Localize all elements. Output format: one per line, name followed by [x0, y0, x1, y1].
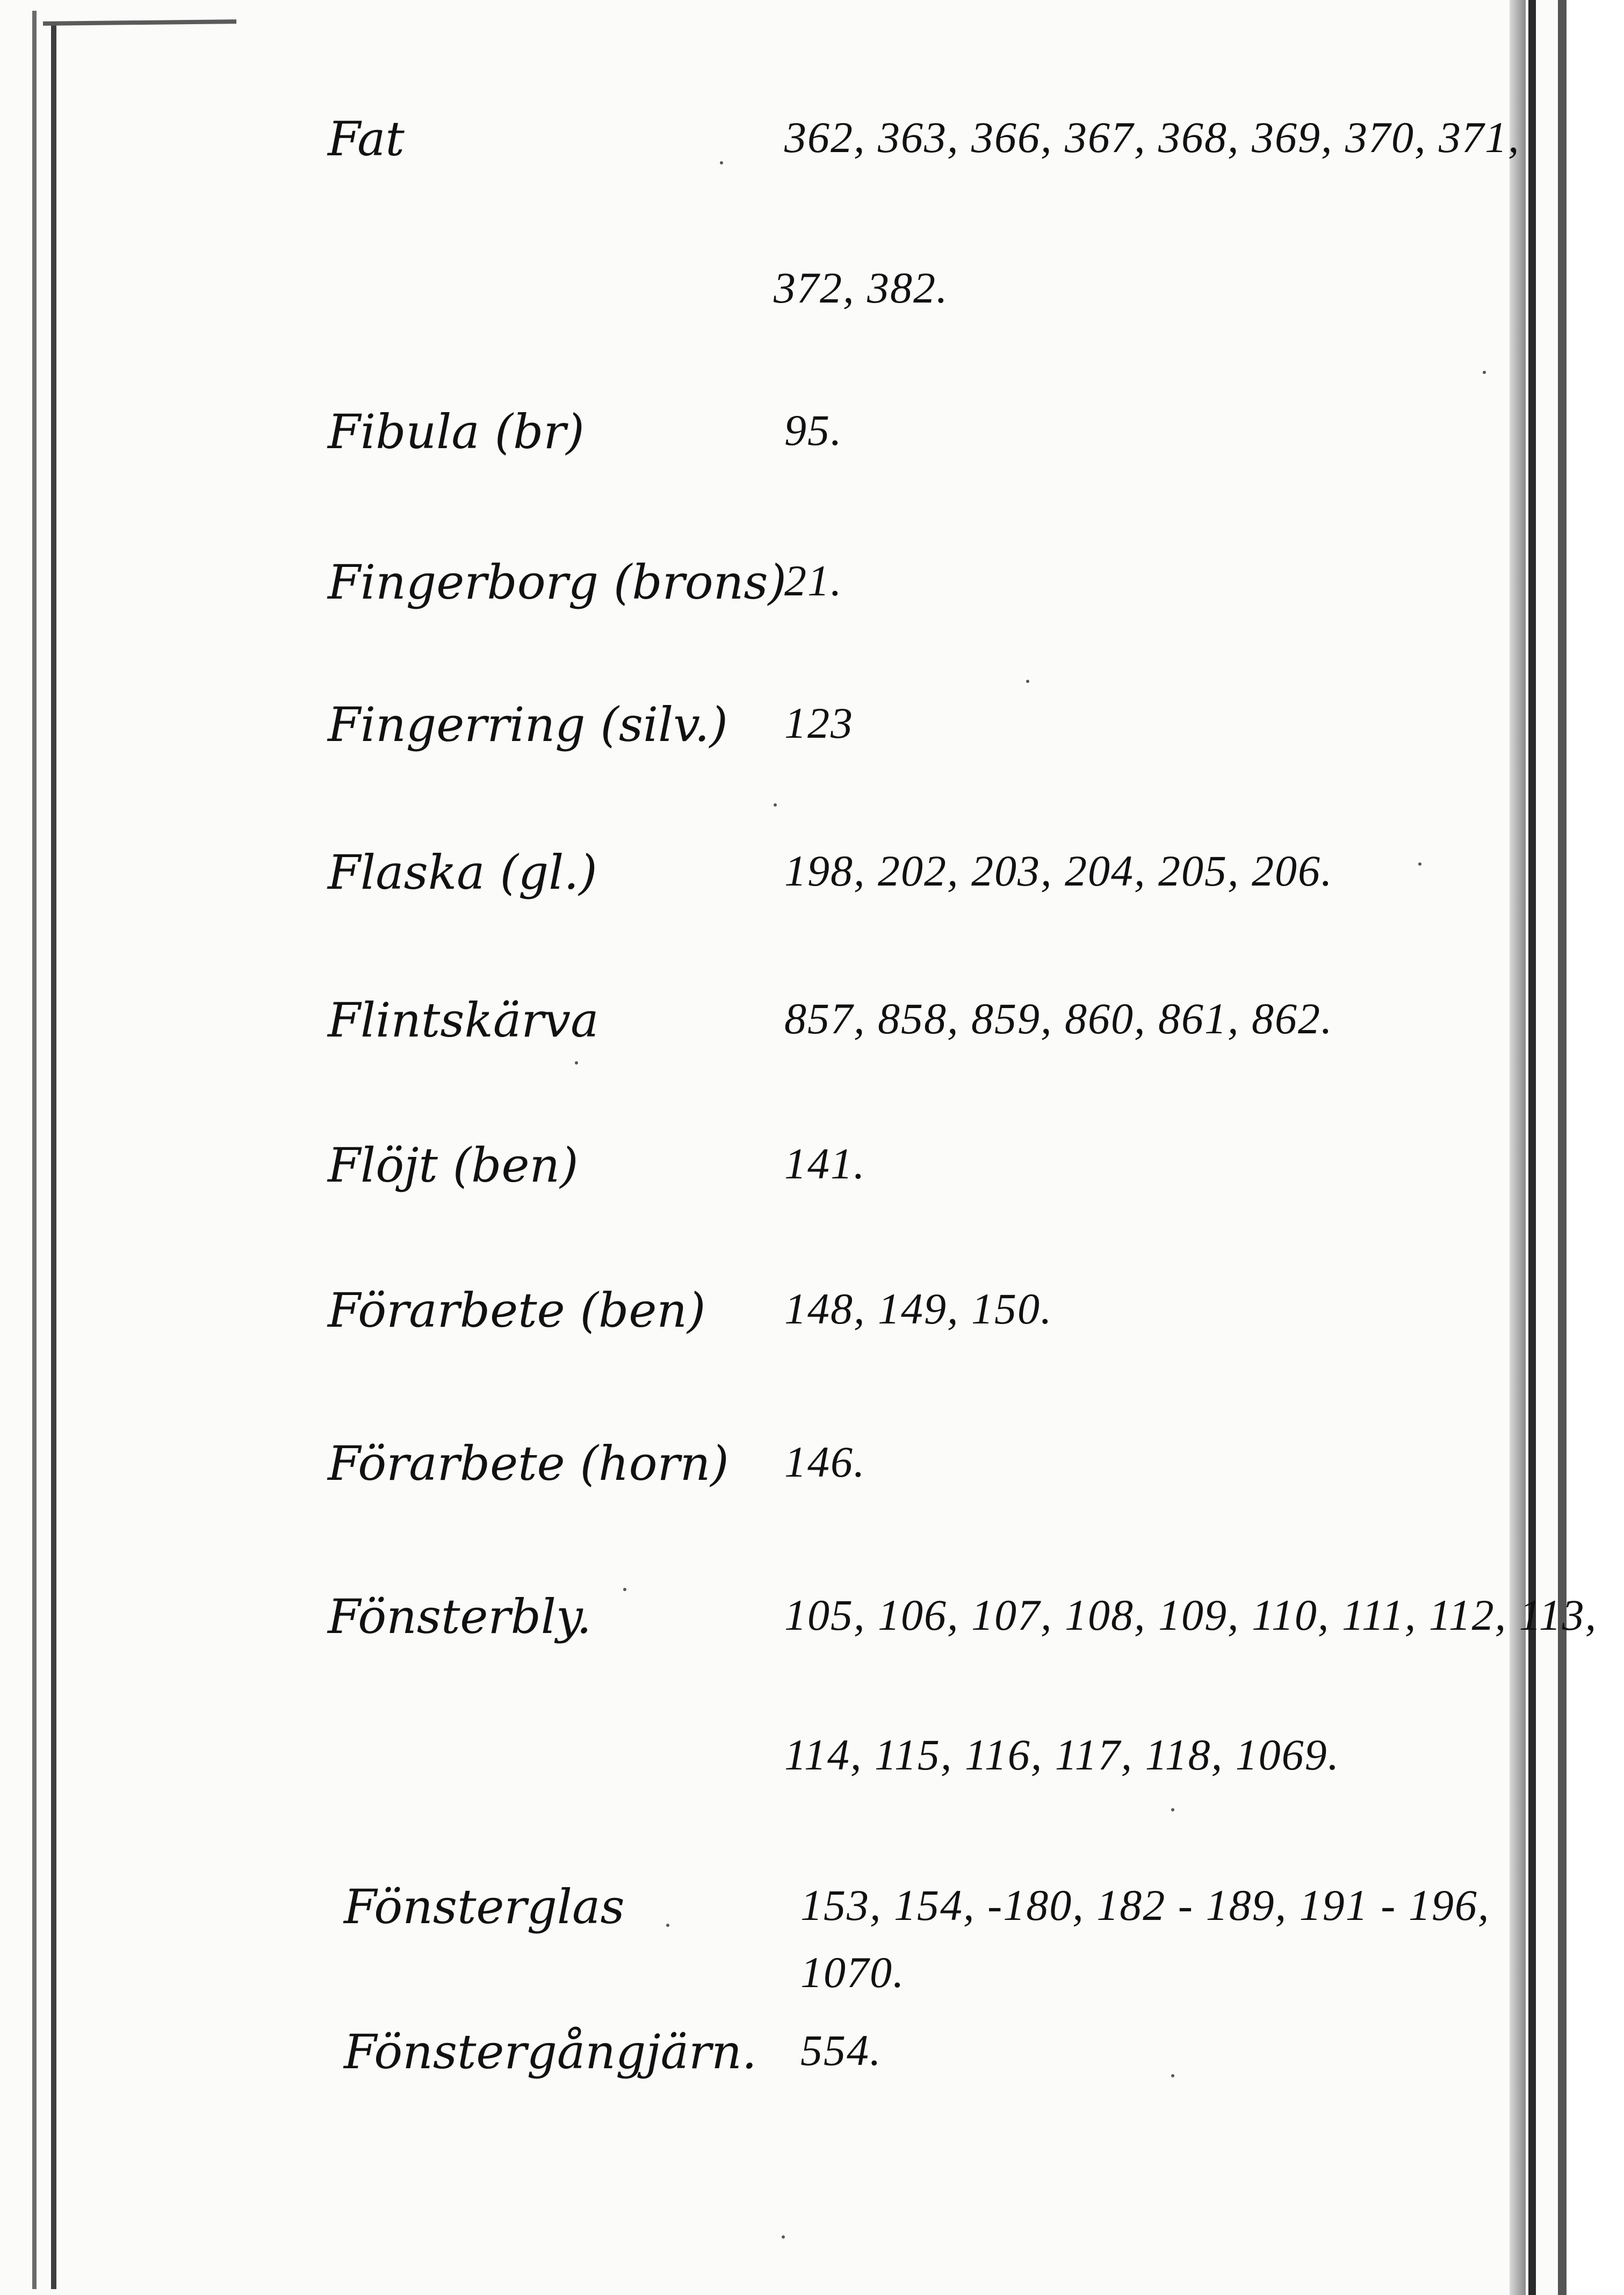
index-numbers-fonsterbly-line2: 114, 115, 116, 117, 118, 1069.: [784, 1730, 1340, 1779]
index-term-fingerring: Fingerring (silv.): [328, 697, 728, 752]
index-term-flaska: Flaska (gl.): [328, 845, 597, 900]
index-numbers-flintskarva: 857, 858, 859, 860, 861, 862.: [784, 994, 1333, 1043]
index-term-fingerborg: Fingerborg (brons): [328, 555, 786, 610]
index-numbers-fibula: 95.: [784, 406, 843, 455]
index-term-flojt: Flöjt (ben): [328, 1138, 579, 1193]
index-term-fonsterglas: Fönsterglas: [344, 1879, 625, 1934]
scan-speck: [720, 161, 723, 164]
index-numbers-forarbete-ben: 148, 149, 150.: [784, 1284, 1053, 1333]
page-top-edge: [43, 19, 236, 26]
index-term-fonstergangjarn: Fönstergångjärn.: [344, 2024, 757, 2080]
index-numbers-fingerring: 123: [784, 699, 854, 747]
index-term-forarbete-ben: Förarbete (ben): [328, 1283, 706, 1338]
index-numbers-fat-line1: 362, 363, 366, 367, 368, 369, 370, 371,: [784, 113, 1520, 162]
index-numbers-flaska: 198, 202, 203, 204, 205, 206.: [784, 846, 1333, 895]
index-term-fat: Fat: [328, 111, 405, 167]
scan-speck: [623, 1588, 626, 1591]
scan-speck: [575, 1061, 578, 1064]
index-numbers-flojt: 141.: [784, 1139, 866, 1188]
scan-speck: [1418, 862, 1421, 866]
index-numbers-fonsterglas-line1: 153, 154, -180, 182 - 189, 191 - 196,: [800, 1881, 1490, 1930]
index-numbers-fingerborg: 21.: [784, 556, 843, 605]
index-term-flintskarva: Flintskärva: [328, 992, 599, 1048]
scan-speck: [1171, 1808, 1174, 1811]
page-right-shadow: [1510, 0, 1526, 2295]
index-numbers-fonstergangjarn: 554.: [800, 2026, 882, 2075]
index-term-fonsterbly: Fönsterbly.: [328, 1589, 592, 1644]
scan-margin-right: [1567, 0, 1624, 2295]
scan-speck: [1171, 2074, 1174, 2077]
scan-speck: [666, 1924, 669, 1927]
scan-speck: [1483, 371, 1486, 374]
index-numbers-fonsterglas-line2: 1070.: [800, 1948, 905, 1997]
page-right-edge: [1528, 0, 1536, 2295]
index-numbers-forarbete-horn: 146.: [784, 1437, 866, 1486]
index-term-forarbete-horn: Förarbete (horn): [328, 1436, 729, 1491]
index-numbers-fat-line2: 372, 382.: [774, 263, 949, 312]
index-numbers-fonsterbly-line1: 105, 106, 107, 108, 109, 110, 111, 112, 113,: [784, 1591, 1598, 1639]
scan-speck: [774, 803, 777, 807]
scan-speck: [1026, 680, 1029, 683]
scan-speck: [782, 2235, 785, 2239]
page-binding-edge-left: [32, 11, 37, 2289]
page-binding-shadow-left: [51, 21, 56, 2289]
scan-border-right: [1558, 0, 1567, 2295]
index-term-fibula: Fibula (br): [328, 404, 584, 459]
